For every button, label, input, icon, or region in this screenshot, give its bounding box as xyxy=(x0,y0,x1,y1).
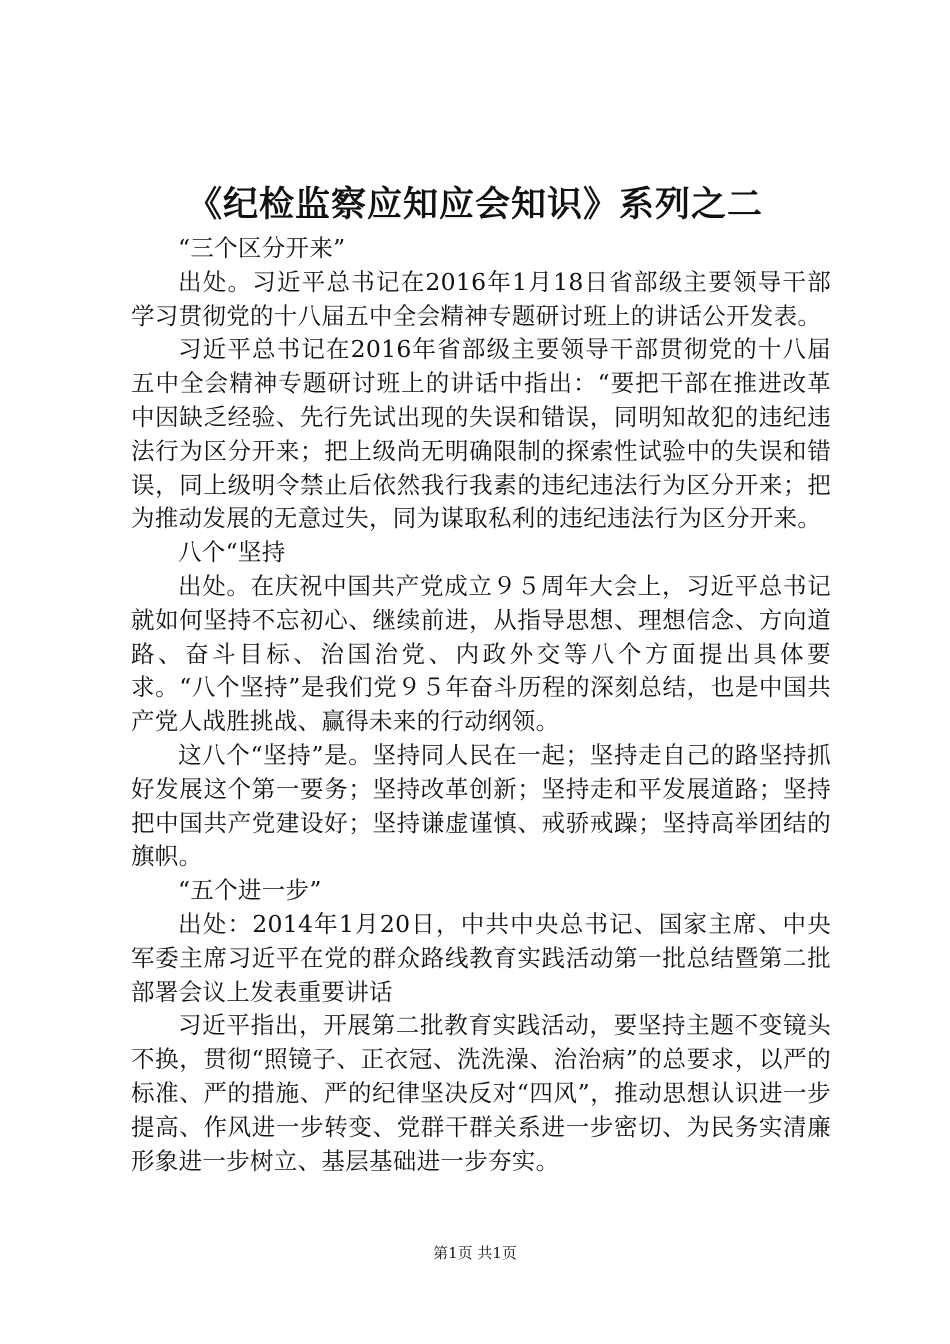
paragraph-source-1: 出处。习近平总书记在2016年1月18日省部级主要领导干部学习贯彻党的十八届五中全会精神专题研讨班上的讲话公开发表。 xyxy=(131,267,831,330)
paragraph-content-3: 习近平指出，开展第二批教育实践活动，要坚持主题不变镜头不换，贯彻“照镜子、正衣冠、洗洗澡、治治病”的总要求，以严的标准、严的措施、严的纪律坚决反对“四风”，推动思想认识进一步提高、作风进一步转变、党群干群关系进一步密切、为民务实清廉形象进一步树立、基层基础进一步夯实。 xyxy=(131,1011,831,1175)
document-body xyxy=(131,232,831,1178)
section-heading-five-steps: “五个进一步” xyxy=(178,876,322,905)
paragraph-source-2: 出处。在庆祝中国共产党成立９５周年大会上，习近平总书记就如何坚持不忘初心、继续前进，从指导思想、理想信念、方向道路、奋斗目标、治国治党、内政外交等八个方面提出具体要求。“八个坚持”是我们党９５年奋斗历程的深刻总结，也是中国共产党人战胜挑战、赢得未来的行动纲领。 xyxy=(131,571,831,736)
paragraph-content-2: 这八个“坚持”是。坚持同人民在一起；坚持走自己的路坚持抓好发展这个第一要务；坚持改革创新；坚持走和平发展道路；坚持把中国共产党建设好；坚持谦虚谨慎、戒骄戒躁；坚持高举团结的旗帜。 xyxy=(131,740,831,871)
document-title: 《纪检监察应知应会知识》系列之二 xyxy=(186,184,763,225)
page-footer: 第1页 共1页 xyxy=(433,1244,517,1262)
paragraph-content-1: 习近平总书记在2016年省部级主要领导干部贯彻党的十八届五中全会精神专题研讨班上的讲话中指出：“要把干部在推进改革中因缺乏经验、先行先试出现的失误和错误，同明知故犯的违纪违法行为区分开来；把上级尚无明确限制的探索性试验中的失误和错误，同上级明令禁止后依然我行我素的违纪违法行为区分开来；把为推动发展的无意过失，同为谋取私利的违纪违法行为区分开来。 xyxy=(131,335,831,533)
section-heading-eight-persistences: 八个“坚持 xyxy=(178,538,286,567)
paragraph-source-3: 出处：2014年1月20日，中共中央总书记、国家主席、中央军委主席习近平在党的群众路线教育实践活动第一批总结暨第二批部署会议上发表重要讲话 xyxy=(131,909,831,1006)
section-heading-three-distinctions: “三个区分开来” xyxy=(178,234,346,262)
